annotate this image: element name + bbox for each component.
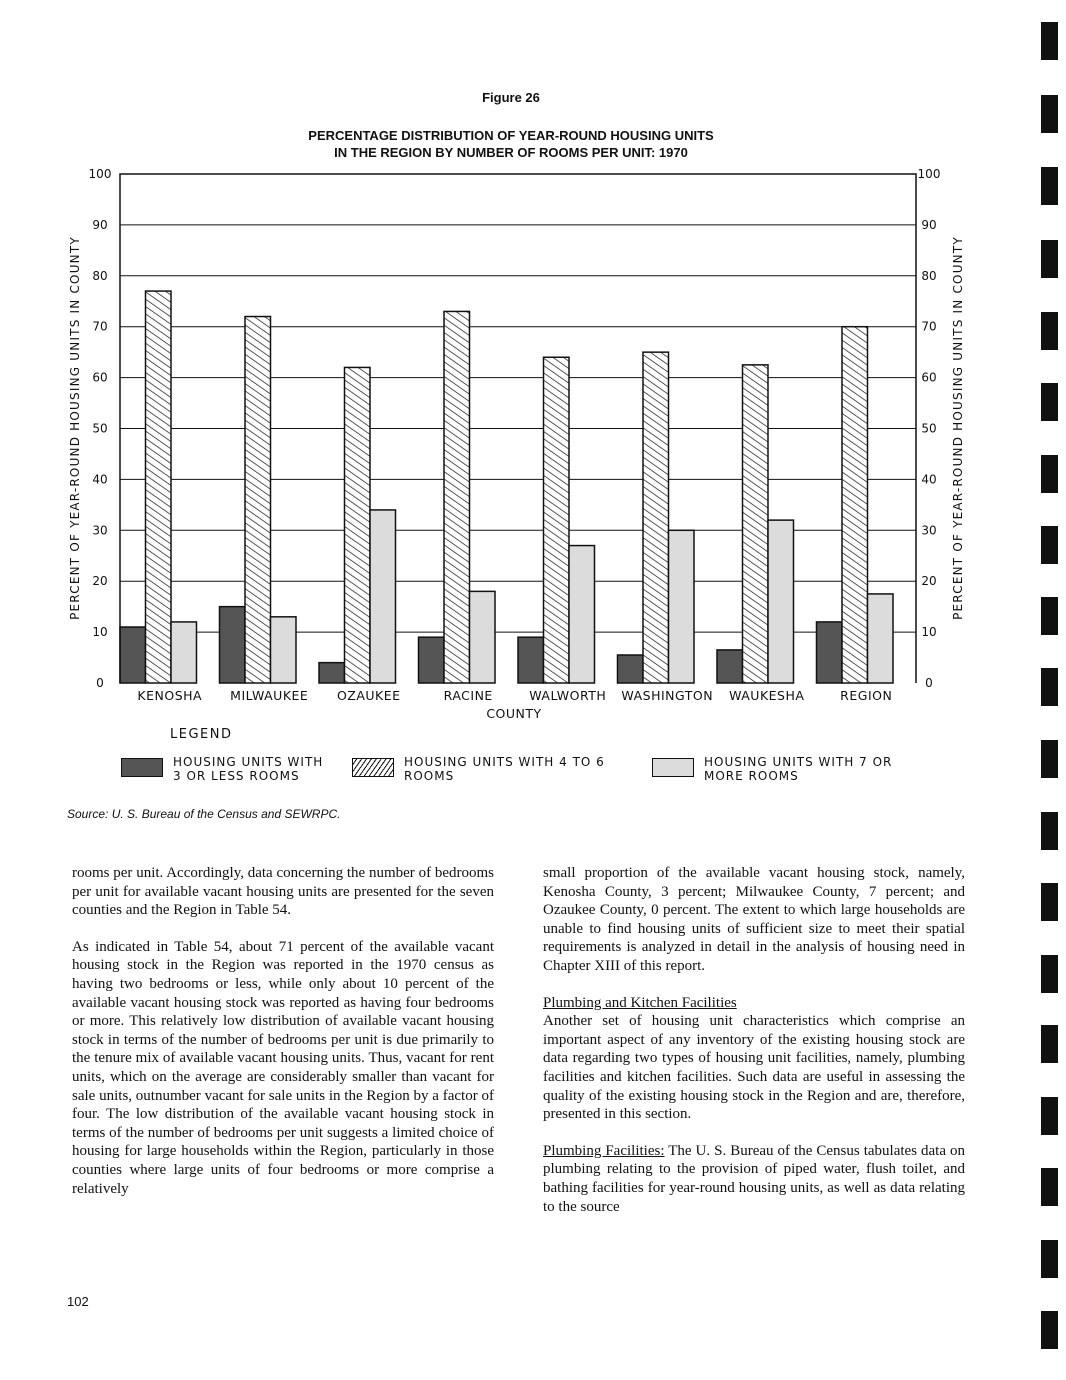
- bar-light: [569, 546, 595, 683]
- legend-label-small: HOUSING UNITS WITH 3 OR LESS ROOMS: [173, 755, 324, 783]
- y-axis-label-right: PERCENT OF YEAR-ROUND HOUSING UNITS IN COUNTY: [951, 236, 965, 620]
- bar-hatch: [842, 327, 868, 683]
- bar-dark: [419, 637, 445, 683]
- legend-title: LEGEND: [170, 727, 233, 742]
- bar-hatch: [444, 311, 470, 683]
- edge-mark: [1041, 1311, 1058, 1349]
- y-tick-label-right: 0: [925, 676, 933, 690]
- gridlines: [120, 174, 916, 632]
- bar-hatch: [743, 365, 769, 683]
- y-tick-label-left: 70: [92, 319, 108, 334]
- edge-mark: [1041, 526, 1058, 564]
- inline-heading: Plumbing Facilities:: [543, 1142, 665, 1159]
- y-tick-label-left: 0: [96, 676, 104, 690]
- bar-hatch: [544, 357, 570, 683]
- edge-mark: [1041, 312, 1058, 350]
- paragraph: As indicated in Table 54, about 71 percent of the available vacant housing stock in the Region was reported in the 1970 census as having two bedrooms or less, while only about 10 percent of the available vacant housing stock was reported as having four bedrooms or more. This relatively low distribution of available vacant housing stock in terms of the number of bedrooms per unit is due primarily to the tenure mix of available vacant housing units. Thus, vacant for rent units, which on the average are considerably smaller than vacant for sale units, outnumber vacant for sale units in the Region by a factor of four. The low distribution of the available vacant housing stock in terms of the number of bedrooms per unit suggests a limited choice of housing for large households within the Region, particularly in those counties where large units of four bedrooms or more comprise a relatively: [72, 938, 494, 1197]
- bar-light: [669, 530, 695, 683]
- chart-title-line-2: IN THE REGION BY NUMBER OF ROOMS PER UNIT: 1970: [334, 145, 688, 160]
- bar-dark: [518, 637, 544, 683]
- y-tick-label-left: 20: [92, 574, 108, 589]
- y-tick-label-left: 30: [92, 523, 108, 538]
- x-tick-label: REGION: [840, 688, 893, 703]
- y-tick-label-right: 40: [921, 472, 937, 487]
- section-heading: Plumbing and Kitchen Facilities: [543, 994, 737, 1011]
- y-tick-label-right: 70: [921, 319, 937, 334]
- edge-mark: [1041, 668, 1058, 706]
- x-tick-label: MILWAUKEE: [230, 688, 309, 703]
- edge-mark: [1041, 740, 1058, 778]
- x-tick-label: WALWORTH: [529, 688, 607, 703]
- bars: [120, 291, 893, 683]
- bar-dark: [618, 655, 644, 683]
- y-tick-label-right: 60: [921, 370, 937, 385]
- legend-label-medium: HOUSING UNITS WITH 4 TO 6 ROOMS: [404, 755, 605, 783]
- source-note: Source: U. S. Bureau of the Census and SEWRPC.: [67, 807, 341, 821]
- edge-mark: [1041, 1025, 1058, 1063]
- x-tick-label: OZAUKEE: [336, 688, 401, 703]
- paragraph: [543, 1142, 965, 1216]
- paragraph: Another set of housing unit characteristics which comprise an important aspect of any inventory of the existing housing stock are data regarding two types of housing unit facilities, namely, plumbing facilities and kitchen facilities. Such data are useful in assessing the quality of the existing housing stock in the Region and are, therefore, presented in this section.: [543, 1013, 965, 1123]
- edge-mark: [1041, 167, 1058, 205]
- bar-light: [470, 591, 496, 683]
- left-column: [72, 864, 494, 1216]
- edge-mark: [1041, 955, 1058, 993]
- paragraph: small proportion of the available vacant housing stock, namely, Kenosha County, 3 percent; Milwaukee County, 7 percent; and Ozaukee County, 0 percent. The extent to which large households are unable to find housing units of sufficient size to meet their spatial requirements is analyzed in detail in the analysis of housing need in Chapter XIII of this report.: [543, 865, 965, 974]
- y-tick-label-right: 80: [921, 268, 937, 283]
- x-tick-label: KENOSHA: [137, 688, 203, 703]
- bar-light: [868, 594, 894, 683]
- paragraph: rooms per unit. Accordingly, data concerning the number of bedrooms per unit for available vacant housing units are presented for the seven counties and the Region in Table 54.: [72, 865, 494, 919]
- x-tick-label: WASHINGTON: [621, 688, 714, 703]
- edge-mark: [1041, 95, 1058, 133]
- bar-dark: [120, 627, 146, 683]
- x-tick-label: RACINE: [443, 688, 493, 703]
- y-tick-label-right: 10: [921, 625, 937, 640]
- y-tick-label-left: 90: [92, 217, 108, 232]
- right-column: [543, 864, 965, 1234]
- x-axis-label: COUNTY: [486, 706, 542, 720]
- edge-mark: [1041, 883, 1058, 921]
- y-tick-label-left: 60: [92, 370, 108, 385]
- y-tick-label-right: 20: [921, 574, 937, 589]
- edge-mark: [1041, 1240, 1058, 1278]
- bar-hatch: [245, 317, 271, 683]
- legend-item-large: [652, 755, 892, 783]
- bar-hatch: [643, 352, 669, 683]
- edge-mark: [1041, 22, 1058, 60]
- x-tick-label: WAUKESHA: [729, 688, 805, 703]
- bar-dark: [717, 650, 743, 683]
- legend-item-small: [121, 755, 323, 783]
- y-tick-label-left: 50: [92, 421, 108, 436]
- bar-light: [171, 622, 197, 683]
- edge-mark: [1041, 597, 1058, 635]
- legend-swatch-dark: [121, 758, 163, 777]
- bar-hatch: [345, 367, 371, 683]
- legend-swatch-light: [652, 758, 694, 777]
- bar-light: [370, 510, 396, 683]
- edge-mark: [1041, 812, 1058, 850]
- edge-mark: [1041, 1097, 1058, 1135]
- legend-swatch-hatch: [352, 758, 394, 777]
- y-tick-label-right: 30: [921, 523, 937, 538]
- edge-mark: [1041, 383, 1058, 421]
- bar-light: [271, 617, 297, 683]
- legend-label-large: HOUSING UNITS WITH 7 OR MORE ROOMS: [704, 755, 893, 783]
- bar-light: [768, 520, 794, 683]
- edge-mark: [1041, 1168, 1058, 1206]
- figure-label: Figure 26: [482, 90, 540, 105]
- y-tick-label-right: 90: [921, 217, 937, 232]
- y-axis-label-left: PERCENT OF YEAR-ROUND HOUSING UNITS IN COUNTY: [68, 236, 82, 620]
- chart-title-line-1: PERCENTAGE DISTRIBUTION OF YEAR-ROUND HOUSING UNITS: [308, 128, 714, 143]
- bar-hatch: [146, 291, 172, 683]
- page-number: 102: [67, 1294, 89, 1309]
- y-tick-label-right: 100: [917, 167, 941, 181]
- y-tick-label-right: 50: [921, 421, 937, 436]
- edge-mark: [1041, 455, 1058, 493]
- bar-dark: [220, 607, 246, 683]
- y-tick-label-left: 80: [92, 268, 108, 283]
- edge-mark: [1041, 240, 1058, 278]
- y-tick-label-left: 10: [92, 625, 108, 640]
- y-tick-label-left: 40: [92, 472, 108, 487]
- paragraph-text: The U. S. Bureau of the Census tabulates data on plumbing relating to the provision of piped water, flush toilet, and bathing facilities for year-round housing units, as well as data relating to the source: [543, 1142, 965, 1215]
- bar-dark: [817, 622, 843, 683]
- bar-dark: [319, 663, 345, 683]
- axes: [89, 167, 941, 703]
- legend-item-medium: [352, 755, 605, 783]
- y-tick-label-left: 100: [88, 167, 112, 181]
